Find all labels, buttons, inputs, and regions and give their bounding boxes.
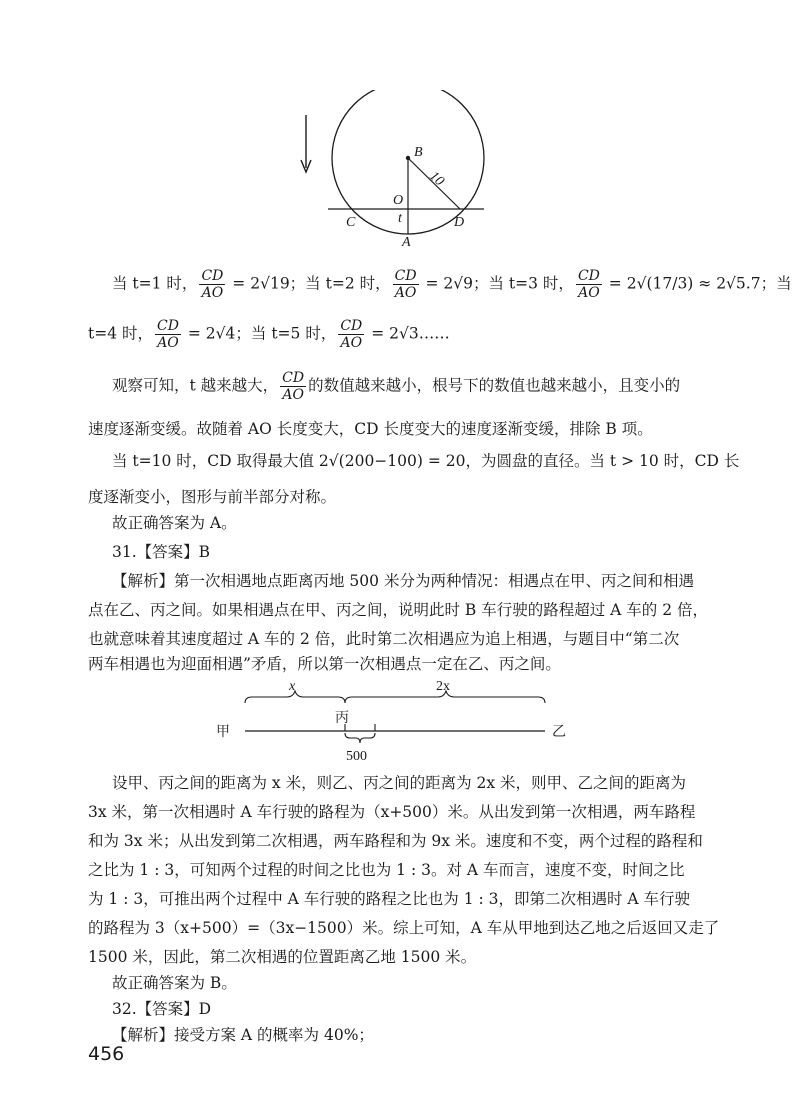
- label-radius: 10: [426, 168, 447, 190]
- label-2x: 2x: [436, 679, 450, 694]
- answer-30: 故正确答案为 A。: [112, 514, 237, 532]
- fraction: $\frac{CD}{AO}$: [577, 268, 600, 301]
- text-line-6: 度逐渐变小，图形与前半部分对称。: [88, 488, 337, 506]
- fraction: $\frac{CD}{AO}$: [282, 370, 305, 403]
- label-b: B: [414, 145, 423, 160]
- fraction: $\frac{CD}{AO}$: [157, 318, 179, 351]
- q31-solution-1: 设甲、丙之间的距离为 x 米，则乙、丙之间的距离为 2x 米，则甲、乙之间的距离为: [112, 774, 687, 792]
- question-32-heading: 32.【答案】D: [112, 1000, 212, 1018]
- label-c: C: [346, 215, 356, 230]
- q31-analysis-2: 点在乙、丙之间。如果相遇点在甲、丙之间，说明此时 B 车行驶的路程超过 A 车的 2 倍，: [88, 601, 709, 619]
- answer-31: 故正确答案为 B。: [112, 974, 237, 992]
- label-bing: 丙: [335, 711, 349, 726]
- label-t: t: [398, 211, 402, 226]
- text-line-4: 速度逐渐变缓。故随着 AO 长度变大，CD 长度变大的速度逐渐变缓，排除 B 项。: [88, 420, 653, 438]
- q31-solution-6: 的路程为 3（x+500）=（3x−1500）米。综上可知，A 车从甲地到达乙地之后返回又走了: [88, 919, 720, 937]
- page-number: 456: [88, 1043, 125, 1065]
- text-line-5: 当 t=10 时，CD 取得最大值 2√(200−100) = 20，为圆盘的直径。当 t > 10 时，CD 长: [112, 452, 740, 470]
- brace-500: [345, 733, 375, 743]
- q31-solution-7: 1500 米，因此，第二次相遇的位置距离乙地 1500 米。: [88, 948, 477, 966]
- distance-diagram: [200, 672, 600, 772]
- label-a: A: [402, 235, 411, 250]
- q31-solution-3: 和为 3x 米；从出发到第二次相遇，两车路程和为 9x 米。速度和不变，两个过程的路程和: [88, 832, 703, 850]
- text-line-1: 当 t=1 时， $\frac{CD}{AO}$ = 2√19；当 t=2 时， $\frac{CD}{AO}$ = 2√9；当 t=3 时， $\frac{CD}{AO}$ = 2√(17/3) ≈ 2√5.7；当: [112, 268, 792, 301]
- label-yi: 乙: [552, 725, 566, 740]
- label-jia: 甲: [216, 725, 230, 740]
- circle-diagram: [290, 90, 500, 260]
- q31-solution-2: 3x 米，第一次相遇时 A 车行驶的路程为（x+500）米。从出发到第一次相遇，两车路程: [88, 803, 696, 821]
- label-d: D: [454, 215, 465, 230]
- fraction: $\frac{CD}{AO}$: [201, 268, 224, 301]
- text-line-3: 观察可知，t 越来越大， $\frac{CD}{AO}$ 的数值越来越小，根号下的数值也越来越小，且变小的: [112, 370, 681, 403]
- fraction: $\frac{CD}{AO}$: [340, 318, 363, 351]
- q31-solution-5: 为 1 : 3，可推出两个过程中 A 车行驶的路程之比也为 1 : 3，即第二次相遇时 A 车行驶: [88, 890, 691, 908]
- q31-solution-4: 之比为 1 : 3，可知两个过程的时间之比也为 1 : 3。对 A 车而言，速度不变，时间之比: [88, 861, 685, 879]
- label-x: x: [289, 679, 296, 694]
- q31-analysis-1: 【解析】第一次相遇地点距离丙地 500 米分为两种情况：相遇点在甲、丙之间和相遇: [112, 572, 694, 590]
- label-500: 500: [346, 749, 367, 764]
- brace-2x: [345, 691, 545, 703]
- text-line-2: t=4 时， $\frac{CD}{AO}$ = 2√4；当 t=5 时， $\frac{CD}{AO}$ = 2√3……: [88, 318, 450, 351]
- q31-analysis-4: 两车相遇也为迎面相遇”矛盾，所以第一次相遇点一定在乙、丙之间。: [88, 655, 561, 673]
- question-31-heading: 31.【答案】B: [112, 543, 211, 561]
- q31-analysis-3: 也就意味着其速度超过 A 车的 2 倍，此时第二次相遇应为追上相遇，与题目中“第二次: [88, 630, 680, 648]
- q32-analysis-1: 【解析】接受方案 A 的概率为 40%；: [112, 1026, 374, 1044]
- fraction: $\frac{CD}{AO}$: [394, 268, 417, 301]
- center-point: [406, 156, 410, 160]
- label-o: O: [393, 193, 404, 208]
